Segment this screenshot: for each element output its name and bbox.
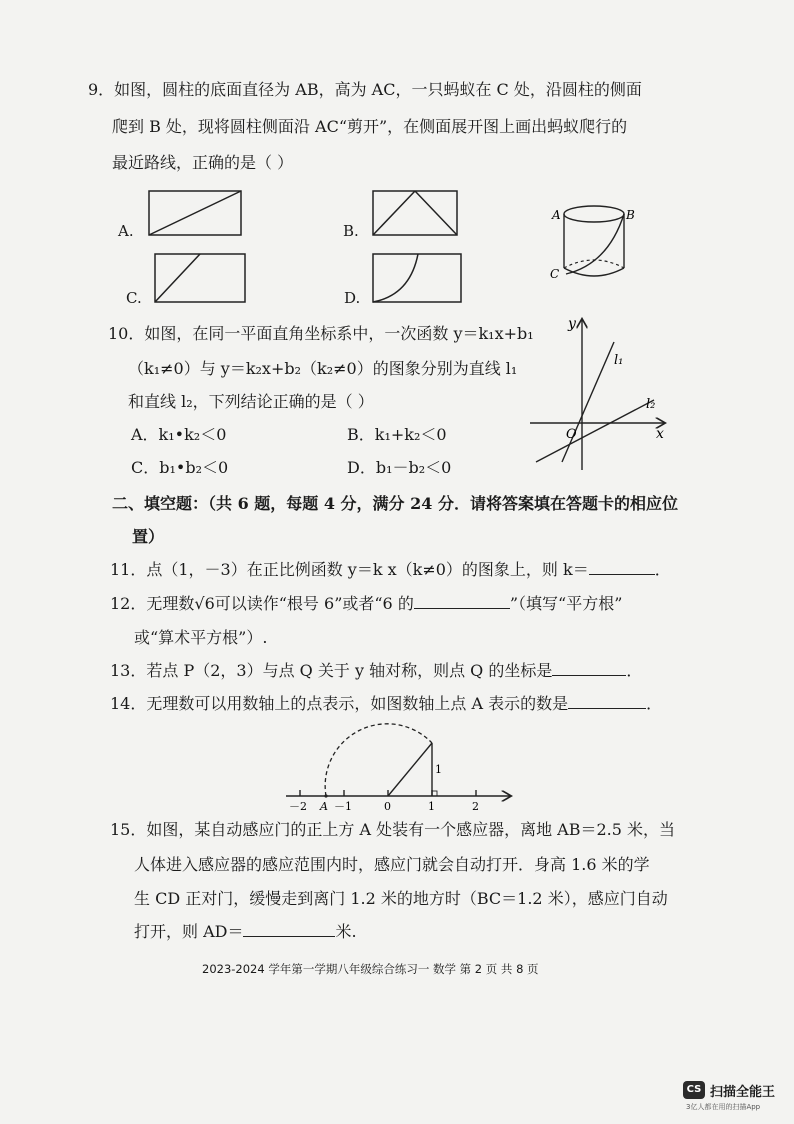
- q9-line1: 9．如图，圆柱的底面直径为 AB，高为 AC，一只蚂蚁在 C 处，沿圆柱的侧面: [88, 80, 642, 99]
- q11-text: 11．点（1，－3）在正比例函数 y＝k x（k≠0）的图象上，则 k＝: [110, 560, 589, 579]
- q9-option-d-figure: [372, 253, 462, 303]
- q10-line1: 10．如图，在同一平面直角坐标系中，一次函数 y＝k₁x+b₁: [108, 324, 534, 343]
- q12-pre: 12．无理数: [110, 594, 195, 613]
- q13-line: [110, 661, 642, 681]
- q11-end: ．: [654, 560, 671, 579]
- q10-option-b: B．k₁+k₂＜0: [347, 425, 447, 444]
- q12-answer-blank[interactable]: [414, 594, 510, 609]
- q13-end: ．: [626, 661, 643, 680]
- watermark-app-name: 扫描全能王: [710, 1085, 776, 1100]
- q15-line2: 人体进入感应器的感应范围内时，感应门就会自动打开．身高 1.6 米的学: [134, 855, 650, 874]
- q12-mid: 可以读作“根号 6”或者“6 的: [214, 594, 414, 613]
- q9-option-c-figure: [154, 253, 246, 303]
- q10-line3: 和直线 l₂，下列结论正确的是（ ）: [128, 392, 374, 411]
- q14-end: ．: [646, 694, 663, 713]
- graph-l2-label: l₂: [646, 397, 656, 412]
- q10-option-c: C．b₁•b₂＜0: [131, 458, 229, 477]
- watermark-subtitle: 3亿人都在用的扫描App: [686, 1103, 761, 1111]
- q14-line: [110, 694, 662, 714]
- side-label-1: 1: [435, 763, 442, 776]
- q15-line4: [134, 922, 357, 942]
- q10-coordinate-graph: [528, 312, 672, 472]
- q11-line: [110, 560, 671, 580]
- q9-option-b-figure: [372, 190, 458, 236]
- q15-answer-blank[interactable]: [243, 922, 335, 937]
- q14-text: 14．无理数可以用数轴上的点表示，如图数轴上点 A 表示的数是: [110, 694, 569, 713]
- q9-option-c-label: C.: [126, 289, 142, 307]
- q10-line2: （k₁≠0）与 y＝k₂x+b₂（k₂≠0）的图象分别为直线 l₁: [128, 359, 518, 378]
- q15-line1: 15．如图，某自动感应门的正上方 A 处装有一个感应器，离地 AB＝2.5 米，当: [110, 820, 676, 839]
- q13-text: 13．若点 P（2，3）与点 Q 关于 y 轴对称，则点 Q 的坐标是: [110, 661, 553, 680]
- q14-number-line: [284, 720, 516, 812]
- section2-line1: 二、填空题：（共 6 题，每题 4 分，满分 24 分．请将答案填在答题卡的相应位: [112, 494, 678, 513]
- q9-option-a-figure: [148, 190, 242, 236]
- q15-line4-pre: 打开，则 AD＝: [134, 922, 244, 941]
- q10-option-d: D．b₁－b₂＜0: [347, 458, 452, 477]
- cylinder-figure: [548, 198, 638, 290]
- cylinder-label-b: B: [626, 208, 635, 222]
- axis-label-m1: －1: [334, 800, 352, 812]
- axis-label-0: 0: [384, 800, 391, 812]
- q12-line2: 或“算术平方根”）.: [134, 628, 268, 647]
- q12-post: ”（填写“平方根”: [509, 594, 623, 613]
- cylinder-label-c: C: [550, 267, 560, 281]
- cylinder-label-a: A: [552, 208, 561, 222]
- q11-answer-blank[interactable]: [589, 560, 655, 575]
- axis-label-m2: －2: [289, 800, 307, 812]
- graph-origin-label: O: [566, 427, 577, 442]
- q9-option-b-label: B.: [343, 222, 359, 240]
- page-footer: 2023-2024 学年第一学期八年级综合练习一 数学 第 2 页 共 8 页: [202, 962, 539, 976]
- q12-line1: [110, 594, 622, 614]
- axis-label-2: 2: [472, 800, 479, 812]
- q14-answer-blank[interactable]: [568, 694, 646, 709]
- q9-option-d-label: D.: [344, 289, 361, 307]
- q9-option-a-label: A.: [118, 222, 134, 240]
- q15-line4-post: 米.: [335, 922, 357, 941]
- q13-answer-blank[interactable]: [552, 661, 626, 676]
- graph-y-label: y: [568, 316, 576, 332]
- graph-l1-label: l₁: [614, 353, 624, 368]
- section2-line2: 置）: [132, 527, 165, 546]
- q12-sqrt: √6: [194, 594, 215, 613]
- q15-line3: 生 CD 正对门，缓慢走到离门 1.2 米的地方时（BC＝1.2 米），感应门自动: [134, 889, 668, 908]
- q10-option-a: A．k₁•k₂＜0: [131, 425, 227, 444]
- axis-label-1: 1: [428, 800, 435, 812]
- q9-line2: 爬到 B 处，现将圆柱侧面沿 AC“剪开”，在侧面展开图上画出蚂蚁爬行的: [112, 117, 628, 136]
- q9-line3: 最近路线，正确的是（ ）: [112, 153, 294, 172]
- axis-label-a: A: [320, 800, 328, 812]
- graph-x-label: x: [656, 426, 664, 442]
- camscanner-logo-icon: CS: [683, 1081, 705, 1099]
